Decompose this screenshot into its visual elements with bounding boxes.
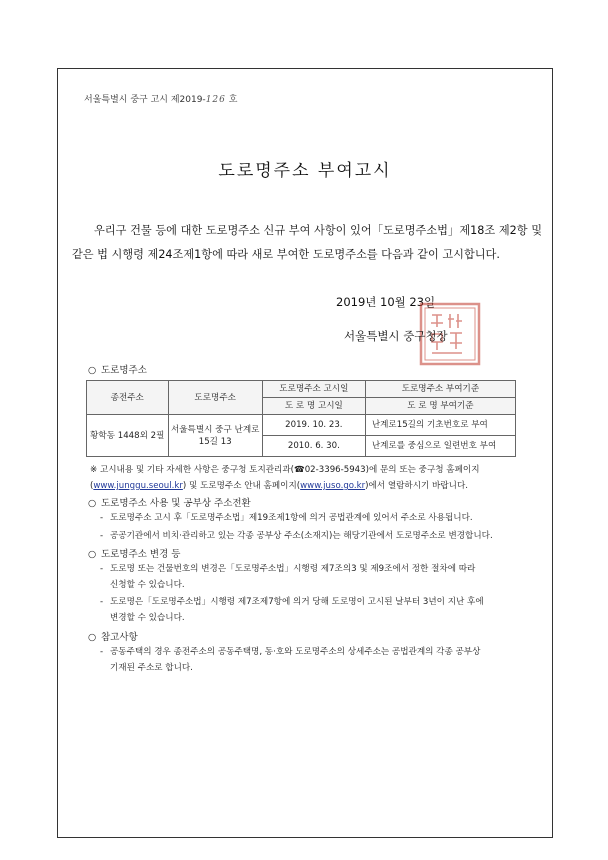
note-text-3: 에서 열람하시기 바랍니다.: [368, 481, 468, 491]
table-row: [87, 415, 516, 436]
bullet-icon: ○: [88, 549, 97, 560]
change-item-text: 도로명은「도로명주소법」시행령 제7조제7항에 의거 당해 도로명이 고시된 날부터 3년이 지난 후에: [110, 597, 484, 607]
table-header-road-name-notice-date: 도 로 명 고시일: [262, 398, 365, 415]
table-cell-road-name-criteria: 난계로를 중심으로 일련번호 부여: [365, 436, 515, 457]
section-address-title: 도로명주소: [101, 365, 147, 376]
reference-item-text: 공동주택의 경우 종전주소의 공동주택명, 동·호와 도로명주소의 상세주소는 공법관계의 각종 공부상: [110, 647, 481, 657]
usage-item-2: - 공공기관에서 비치·관리하고 있는 각종 공부상 주소(소재지)는 해당기관에서 도로명주소로 변경합니다.: [100, 531, 493, 541]
notice-number-suffix: 호: [228, 95, 238, 105]
notice-number: [84, 92, 237, 105]
change-item-1: - 도로명 또는 건물번호의 변경은「도로명주소법」시행령 제7조의3 및 제9조에서 정한 절차에 따라 신청할 수 있습니다.: [100, 561, 530, 593]
notice-document: [57, 68, 553, 838]
note-text-1: 고시내용 및 기타 자세한 사항은 중구청 토지관리과(☎02-3396-5943)에 문의 또는 중구청 홈페이지: [99, 465, 480, 475]
change-item-text: 도로명 또는 건물번호의 변경은「도로명주소법」시행령 제7조의3 및 제9조에서 정한 절차에 따라: [110, 564, 476, 574]
table-cell-address-criteria: 난계로15길의 기초번호로 부여: [365, 415, 515, 436]
table-header-address-criteria: 도로명주소 부여기준: [365, 381, 515, 398]
bullet-icon: ○: [88, 365, 97, 376]
usage-item-text: 공공기관에서 비치·관리하고 있는 각종 공부상 주소(소재지)는 해당기관에서 도로명주소로 변경합니다.: [110, 531, 493, 541]
notice-number-handwritten: 126: [205, 95, 226, 105]
table-header-row: [87, 381, 516, 398]
reference-item-1: - 공동주택의 경우 종전주소의 공동주택명, 동·호와 도로명주소의 상세주소는 공법관계의 각종 공부상 기재된 주소로 합니다.: [100, 644, 530, 676]
change-item-text-cont: 신청할 수 있습니다.: [110, 580, 185, 590]
table-cell-road-address: 서울특별시 중구 난계로15길 13: [168, 415, 262, 457]
juso-homepage-link[interactable]: www.juso.go.kr: [300, 481, 366, 491]
table-cell-old-address: 황학동 1448외 2필: [87, 415, 169, 457]
intro-paragraph: 우리구 건물 등에 대한 도로명주소 신규 부여 사항이 있어「도로명주소법」제18조 제2항 및 같은 법 시행령 제24조제1항에 따라 새로 부여한 도로명주소를 다음과 같이 고시합니다.: [72, 224, 542, 261]
table-header-road-address: 도로명주소: [168, 381, 262, 415]
usage-item-1: - 도로명주소 고시 후「도로명주소법」제19조제1항에 의거 공법관계에 있어서 주소로 사용됩니다.: [100, 513, 473, 523]
section-change-title: 도로명주소 변경 등: [101, 549, 181, 560]
junggu-homepage-link[interactable]: www.junggu.seoul.kr: [93, 481, 183, 491]
change-item-2: - 도로명은「도로명주소법」시행령 제7조제7항에 의거 당해 도로명이 고시된 날부터 3년이 지난 후에 변경할 수 있습니다.: [100, 594, 530, 626]
change-item-text-cont: 변경할 수 있습니다.: [110, 613, 185, 623]
note-mark: ※: [90, 465, 98, 475]
page-title: 도로명주소 부여고시: [218, 161, 392, 181]
bullet-icon: ○: [88, 498, 97, 509]
table-cell-address-notice-date: 2019. 10. 23.: [262, 415, 365, 436]
section-reference-title: 참고사항: [101, 632, 138, 643]
section-reference-heading: [88, 629, 138, 643]
issue-date: 2019년 10월 23일: [336, 295, 436, 309]
inquiry-note: ※ 고시내용 및 기타 자세한 사항은 중구청 토지관리과(☎02-3396-5943)에 문의 또는 중구청 홈페이지 (www.junggu.seoul.kr) 및 도로명주소 안내 홈페이지(www.juso.go.kr)에서 열람하시기 바랍니다.: [90, 465, 480, 491]
notice-number-prefix: 서울특별시 중구 고시 제2019-: [84, 95, 206, 105]
bullet-icon: ○: [88, 632, 97, 643]
usage-item-text: 도로명주소 고시 후「도로명주소법」제19조제1항에 의거 공법관계에 있어서 주소로 사용됩니다.: [110, 513, 473, 523]
section-usage-title: 도로명주소 사용 및 공부상 주소전환: [101, 498, 251, 509]
table-cell-road-name-notice-date: 2010. 6. 30.: [262, 436, 365, 457]
issuer: 서울특별시 중구청장: [344, 329, 448, 343]
note-text-2: 및 도로명주소 안내 홈페이지: [188, 481, 297, 491]
table-header-address-notice-date: 도로명주소 고시일: [262, 381, 365, 398]
section-usage-heading: [88, 495, 251, 509]
section-change-heading: [88, 546, 180, 560]
table-header-old-address: 종전주소: [87, 381, 169, 415]
table-header-road-name-criteria: 도 로 명 부여기준: [365, 398, 515, 415]
reference-item-text-cont: 기재된 주소로 합니다.: [110, 663, 193, 673]
section-address-heading: [88, 362, 147, 376]
address-table: [86, 380, 516, 457]
